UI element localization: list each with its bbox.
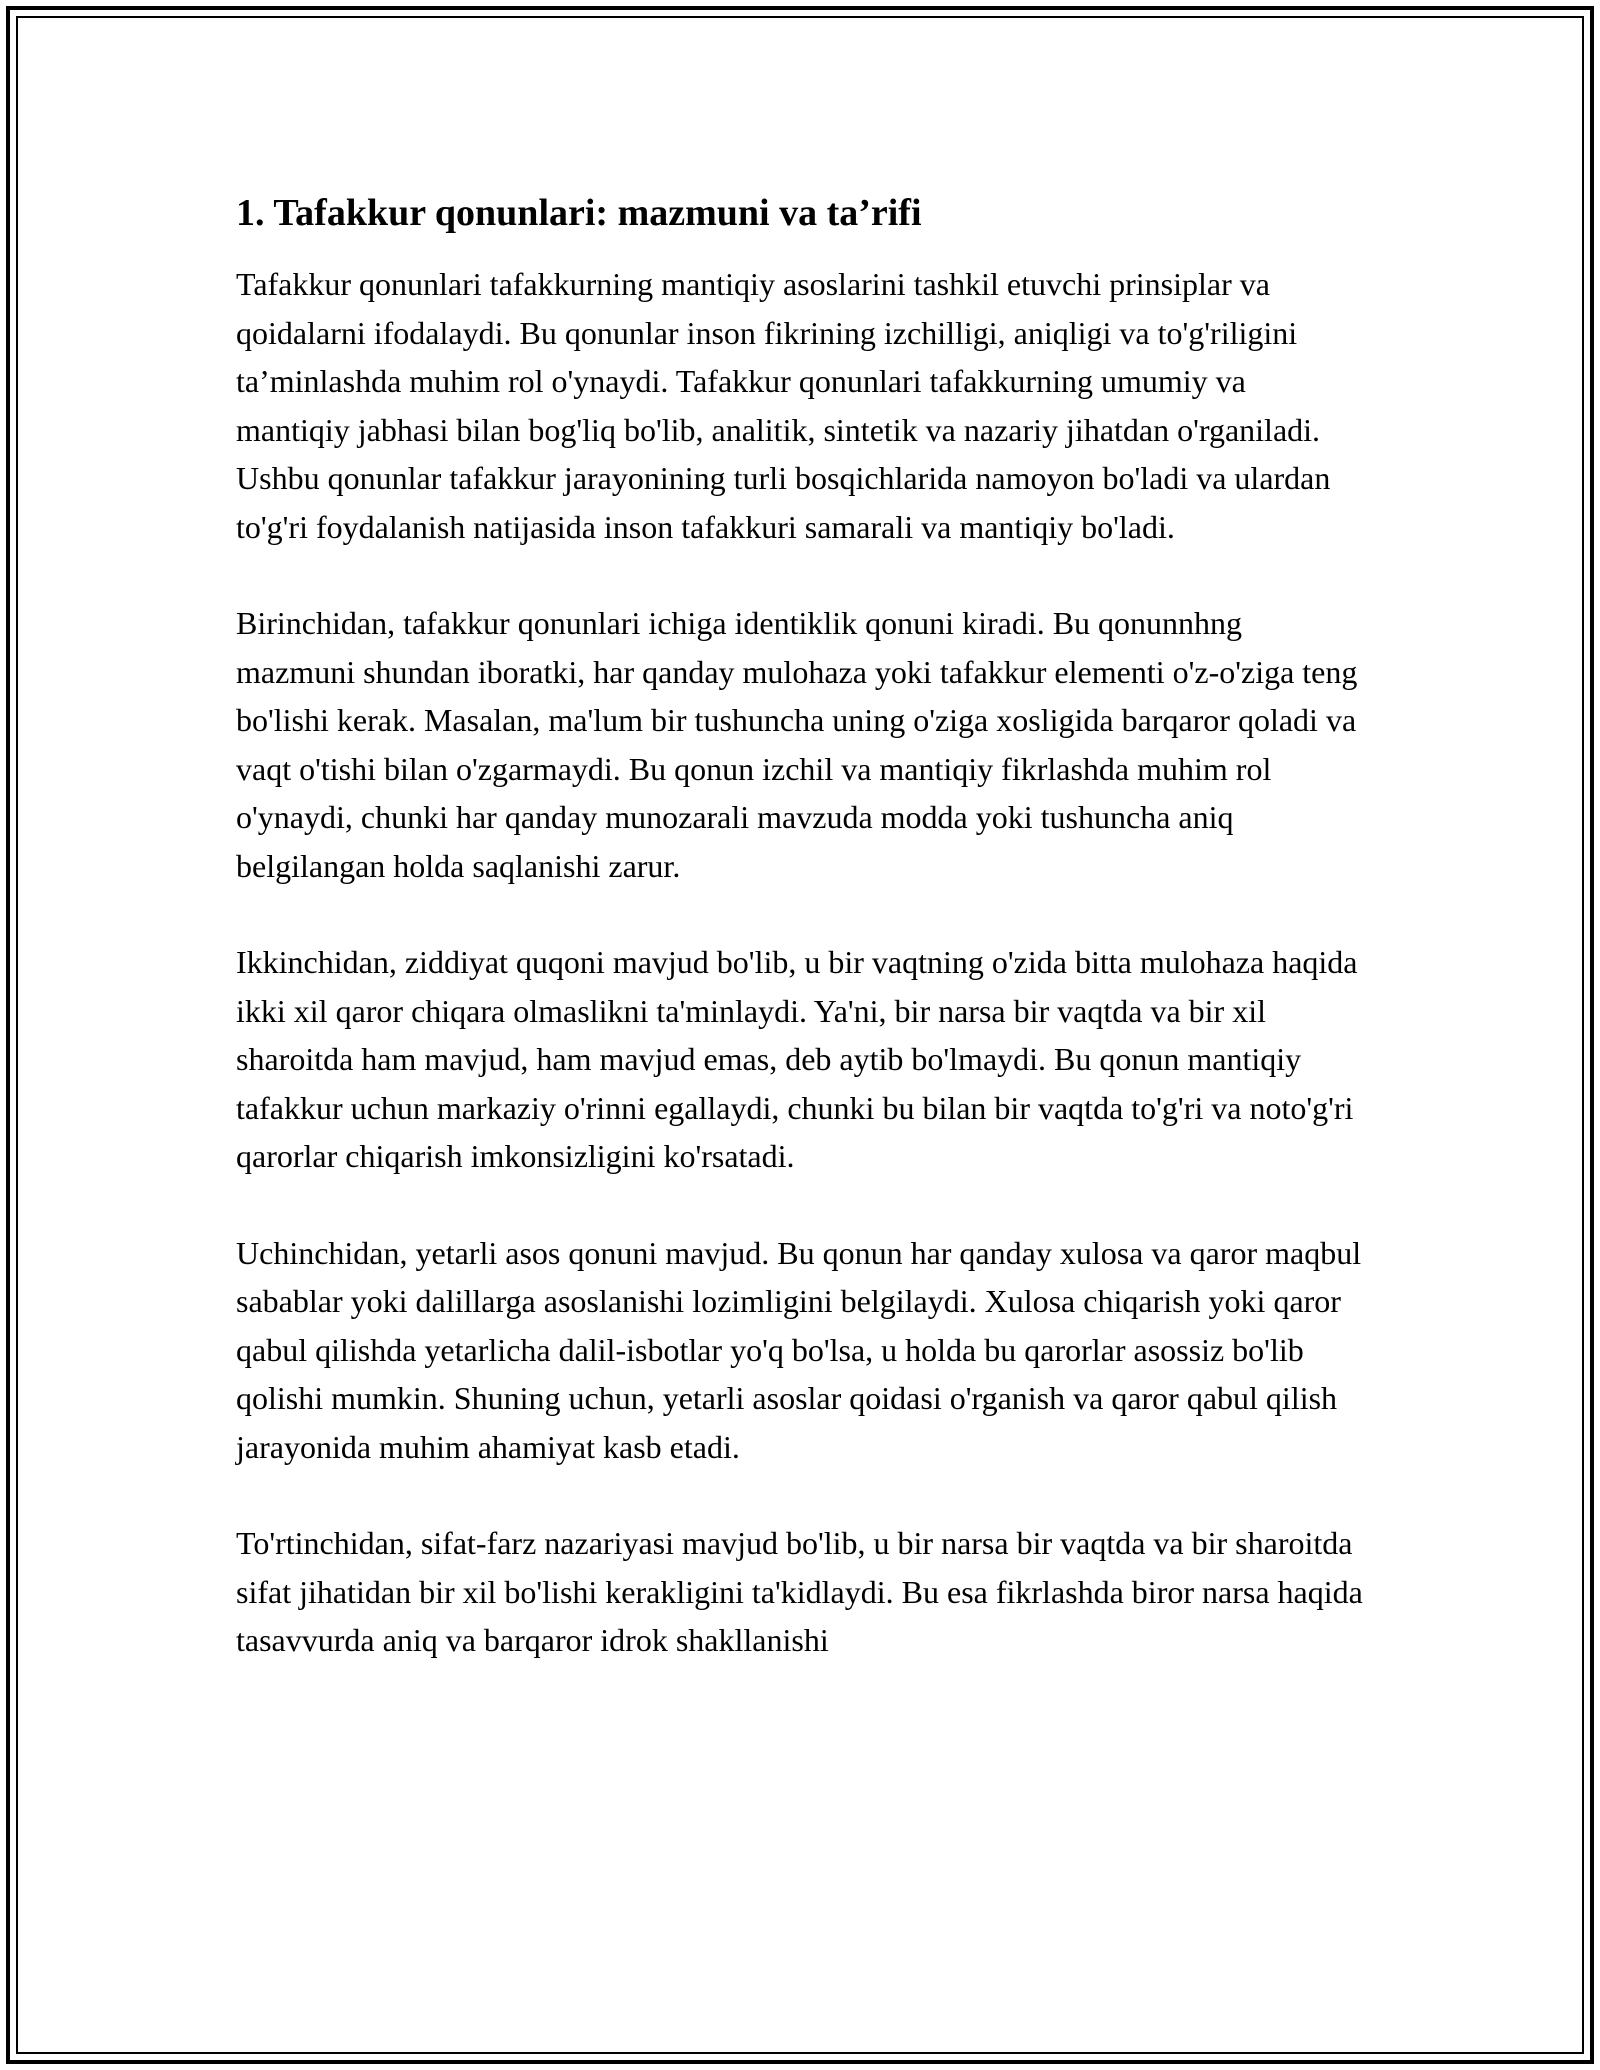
paragraph-quality-theory: To'rtinchidan, sifat-farz nazariyasi mavjud bo'lib, u bir narsa bir vaqtda va bir sharoitda sifat jihatidan bir xil bo'lishi kerakligini ta'kidlaydi. Bu esa fikrlashda biror narsa haqida tasavvurda aniq va barqaror idrok shakllanishi bbox=[236, 1525, 1363, 1658]
paragraph-intro: Tafakkur qonunlari tafakkurning mantiqiy asoslarini tashkil etuvchi prinsiplar va qoidalarni ifodalaydi. Bu qonunlar inson fikrining izchilligi, aniqligi va to'g'riligini ta’minlashda muhim rol o'ynaydi. Tafakkur qonunlari tafakkurning umumiy va mantiqiy jabhasi bilan bog'liq bo'lib, analitik, sintetik va nazariy jihatdan o'rganiladi. Ushbu qonunlar tafakkur jarayonining turli bosqichlarida namoyon bo'ladi va ulardan to'g'ri foydalanish natijasida inson tafakkuri samarali va mantiqiy bo'ladi. bbox=[236, 266, 1331, 545]
paragraph-identity-law: Birinchidan, tafakkur qonunlari ichiga identiklik qonuni kiradi. Bu qonunnhng mazmuni shundan iboratki, har qanday mulohaza yoki tafakkur elementi o'z-o'ziga teng bo'lishi kerak. Masalan, ma'lum bir tushuncha uning o'ziga xosligida barqaror qoladi va vaqt o'tishi bilan o'zgarmaydi. Bu qonun izchil va mantiqiy fikrlashda muhim rol o'ynaydi, chunki har qanday munozarali mavzuda modda yoki tushuncha aniq belgilangan holda saqlanishi zarur. bbox=[236, 605, 1358, 884]
section-heading: 1. Tafakkur qonunlari: mazmuni va ta’rifi bbox=[236, 192, 922, 234]
paragraph-contradiction-law: Ikkinchidan, ziddiyat quqoni mavjud bo'lib, u bir vaqtning o'zida bitta mulohaza haqida ikki xil qaror chiqara olmaslikni ta'minlaydi. Ya'ni, bir narsa bir vaqtda va bir xil sharoitda ham mavjud, ham mavjud emas, deb aytib bo'lmaydi. Bu qonun mantiqiy tafakkur uchun markaziy o'rinni egallaydi, chunki bu bilan bir vaqtda to'g'ri va noto'g'ri qarorlar chiqarish imkonsizligini ko'rsatadi. bbox=[236, 944, 1358, 1174]
paragraph-sufficient-reason-law: Uchinchidan, yetarli asos qonuni mavjud. Bu qonun har qanday xulosa va qaror maqbul sabablar yoki dalillarga asoslanishi lozimligini belgilaydi. Xulosa chiqarish yoki qaror qabul qilishda yetarlicha dalil-isbotlar yo'q bo'lsa, u holda bu qarorlar asossiz bo'lib qolishi mumkin. Shuning uchun, yetarli asoslar qoidasi o'rganish va qaror qabul qilish jarayonida muhim ahamiyat kasb etadi. bbox=[236, 1234, 1362, 1465]
document-body bbox=[236, 186, 1366, 1713]
